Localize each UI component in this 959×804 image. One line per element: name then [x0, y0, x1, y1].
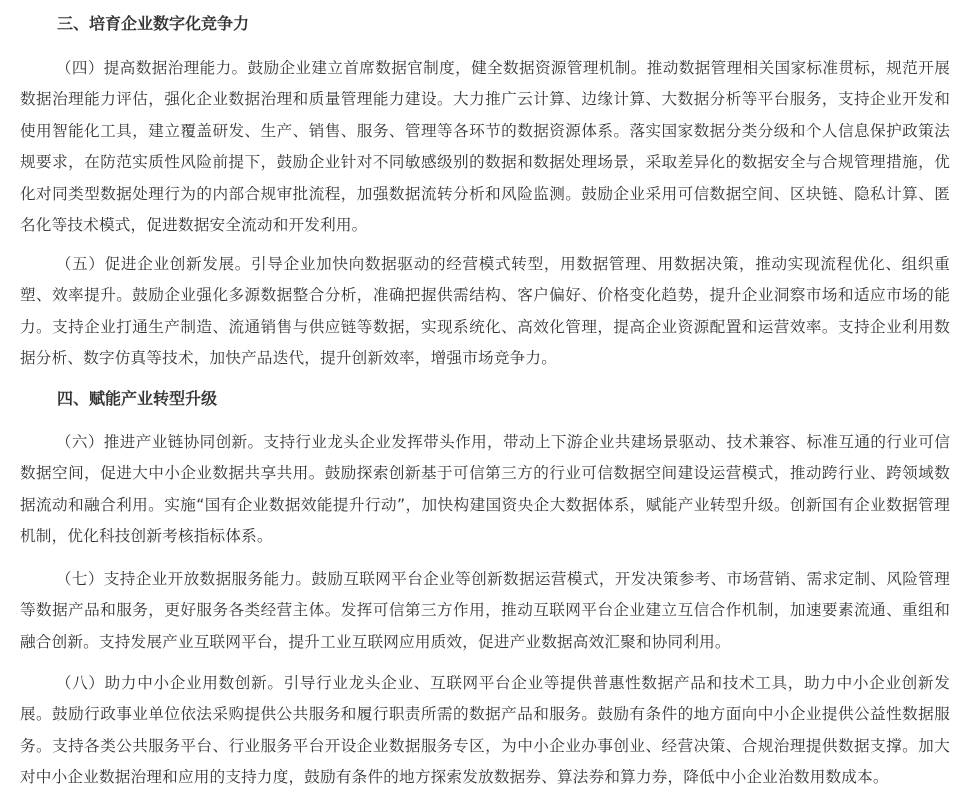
paragraph-8: （八）助力中小企业用数创新。引导行业龙头企业、互联网平台企业等提供普惠性数据产品和技术工具，助力中小企业创新发展。鼓励行政事业单位依法采购提供公共服务和履行职责所需的数据产品和服务。鼓励有条件的地方面向中小企业提供公益性数据服务。支持各类公共服务平台、行业服务平台开设企业数据服务专区，为中小企业办事创业、经营决策、合规治理提供数据支撑。加大对中小企业数据治理和应用的支持力度，鼓励有条件的地方探索发放数据券、算法券和算力券，降低中小企业治数用数成本。	[20, 674, 950, 787]
section-heading-3: 三、培育企业数字化竞争力	[57, 14, 250, 33]
paragraph-7: （七）支持企业开放数据服务能力。鼓励互联网平台企业等创新数据运营模式，开发决策参考、市场营销、需求定制、风险管理等数据产品和服务，更好服务各类经营主体。发挥可信第三方作用，推动互联网平台企业建立互信合作机制，加速要素流通、重组和融合创新。支持发展产业互联网平台，提升工业互联网应用质效，促进产业数据高效汇聚和协同利用。	[20, 570, 950, 651]
paragraph-4: （四）提高数据治理能力。鼓励企业建立首席数据官制度，健全数据资源管理机制。推动数据管理相关国家标准贯标，规范开展数据治理能力评估，强化企业数据治理和质量管理能力建设。大力推广云计算、边缘计算、大数据分析等平台服务，支持企业开发和使用智能化工具，建立覆盖研发、生产、销售、服务、管理等各环节的数据资源体系。落实国家数据分类分级和个人信息保护政策法规要求，在防范实质性风险前提下，鼓励企业针对不同敏感级别的数据和数据处理场景，采取差异化的数据安全与合规管理措施，优化对同类型数据处理行为的内部合规审批流程，加强数据流转分析和风险监测。鼓励企业采用可信数据空间、区块链、隐私计算、匿名化等技术模式，促进数据安全流动和开发利用。	[20, 59, 950, 235]
section-heading-4: 四、赋能产业转型升级	[57, 389, 218, 408]
paragraph-5: （五）促进企业创新发展。引导企业加快向数据驱动的经营模式转型，用数据管理、用数据决策，推动实现流程优化、组织重塑、效率提升。鼓励企业强化多源数据整合分析，准确把握供需结构、客户偏好、价格变化趋势，提升企业洞察市场和适应市场的能力。支持企业打通生产制造、流通销售与供应链等数据，实现系统化、高效化管理，提高企业资源配置和运营效率。支持企业利用数据分析、数字仿真等技术，加快产品迭代，提升创新效率，增强市场竞争力。	[20, 255, 950, 368]
paragraph-6: （六）推进产业链协同创新。支持行业龙头企业发挥带头作用，带动上下游企业共建场景驱动、技术兼容、标准互通的行业可信数据空间，促进大中小企业数据共享共用。鼓励探索创新基于可信第三方的行业可信数据空间建设运营模式，推动跨行业、跨领域数据流动和融合利用。实施“国有企业数据效能提升行动”，加快构建国资央企大数据体系，赋能产业转型升级。创新国有企业数据管理机制，优化科技创新考核指标体系。	[20, 433, 950, 546]
